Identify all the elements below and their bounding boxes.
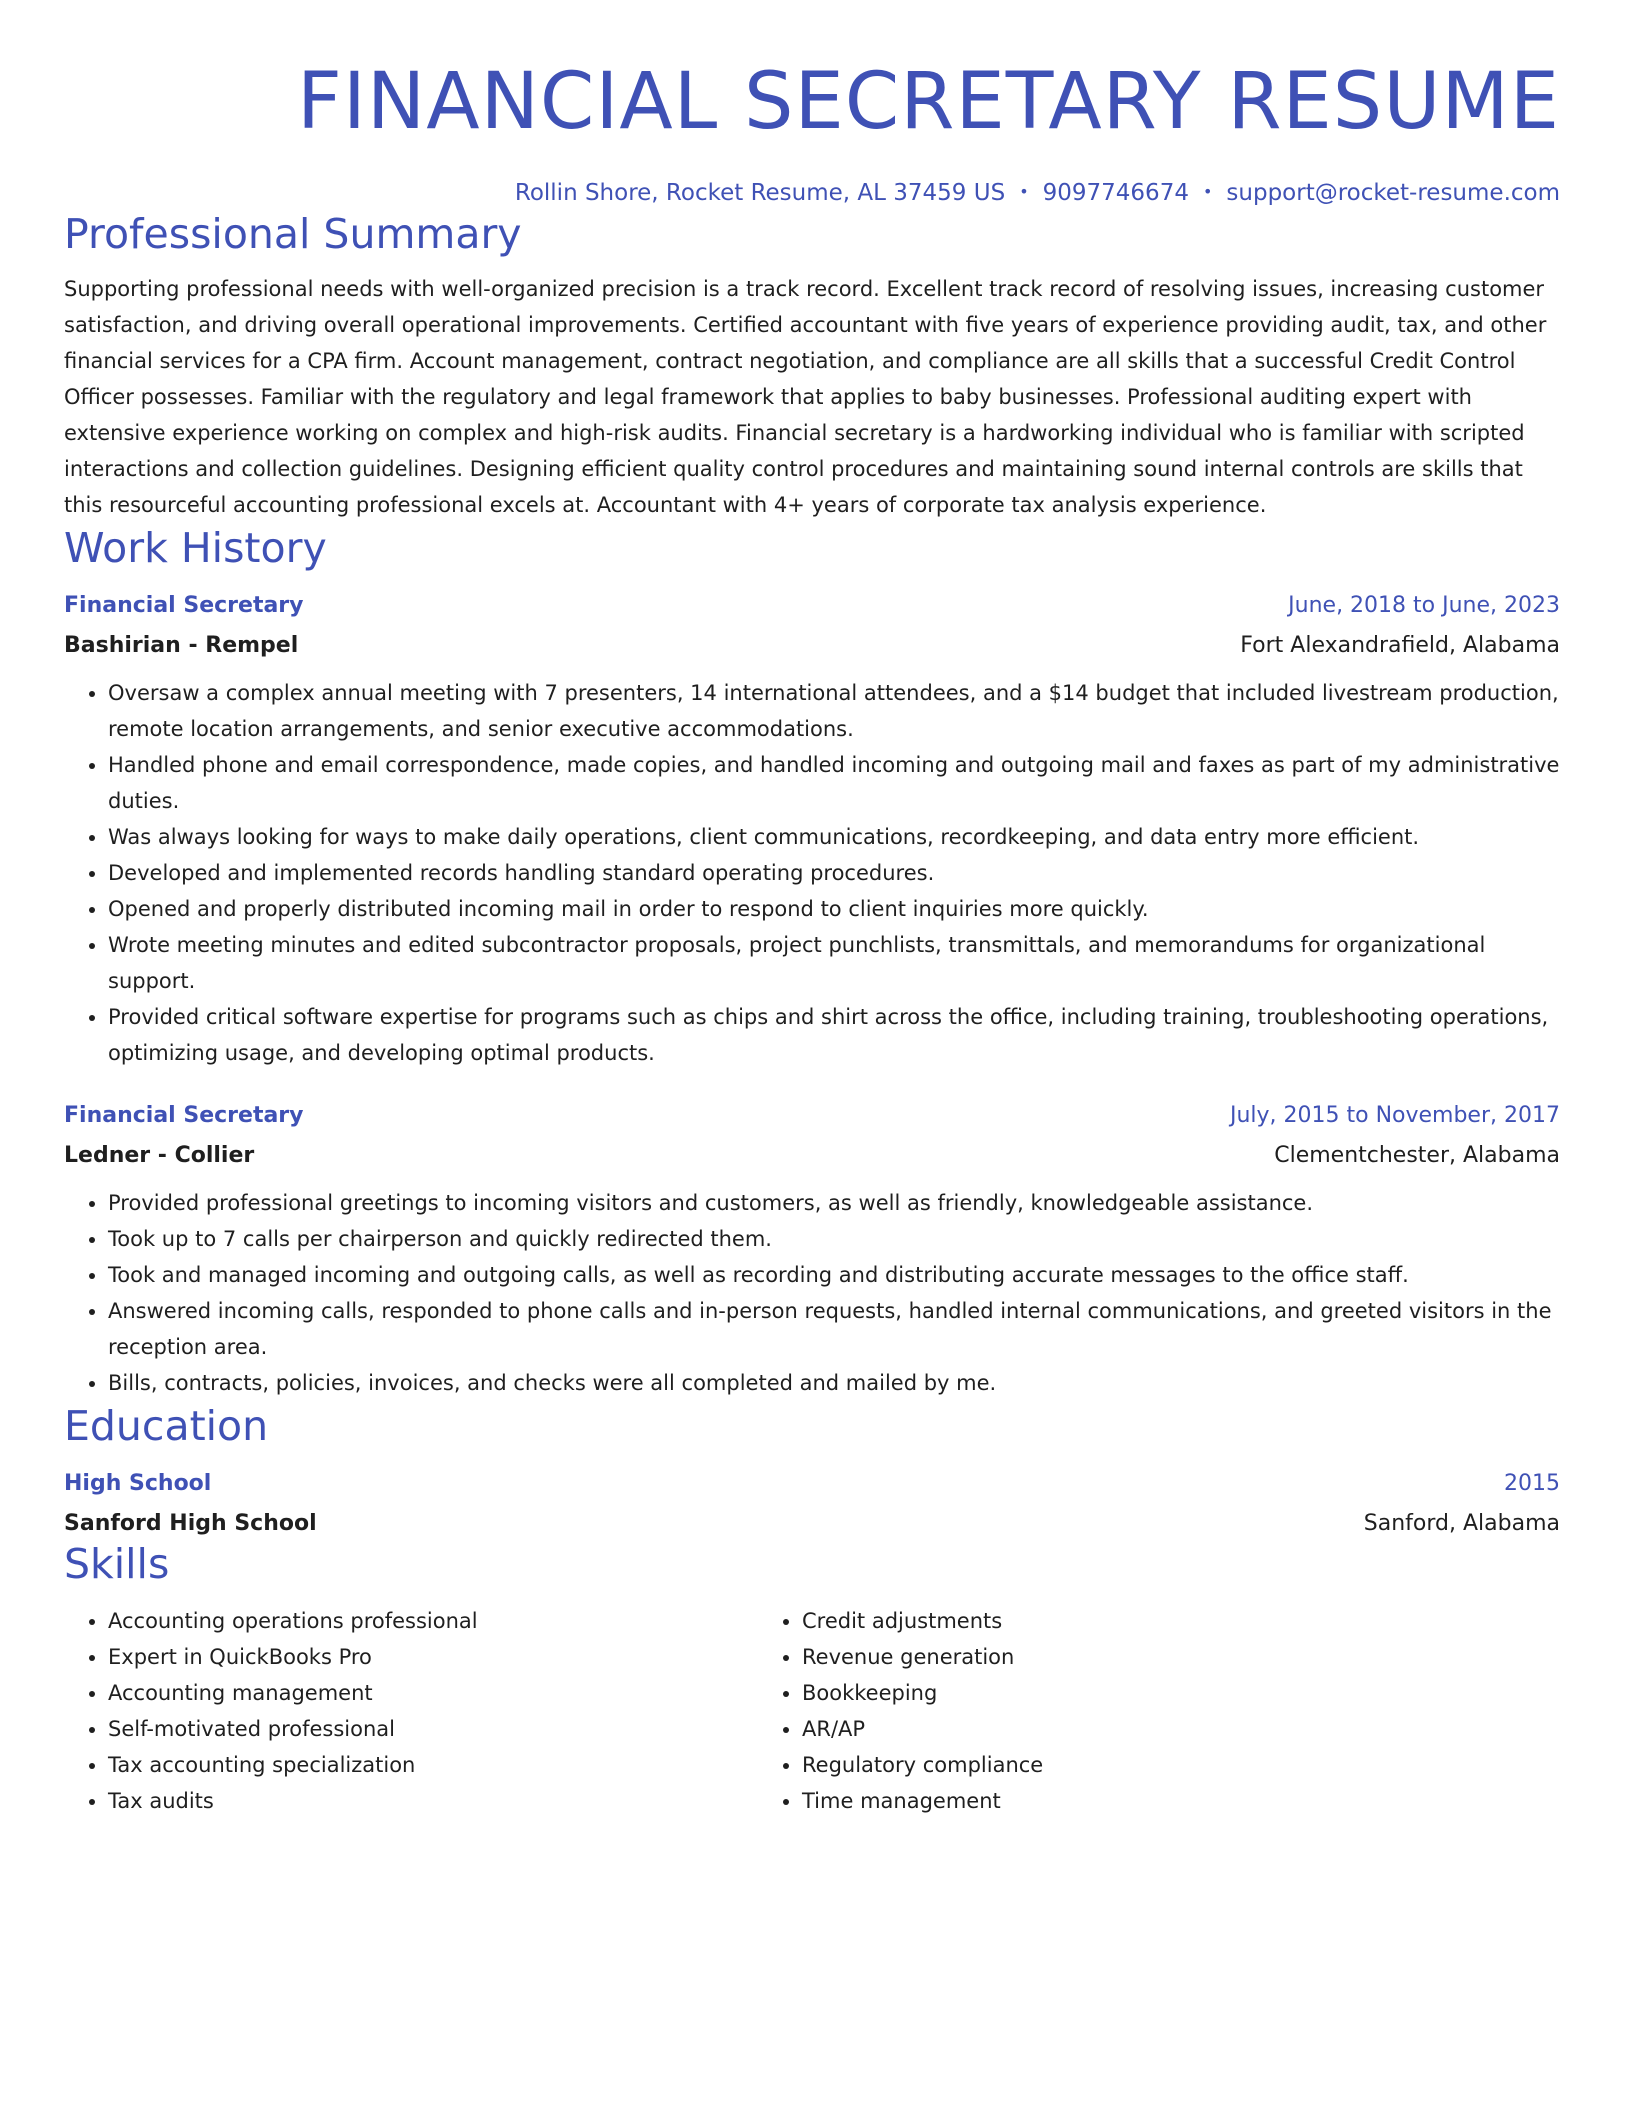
skill-item: • Revenue generation: [802, 1639, 1518, 1675]
job-company: Ledner - Collier: [64, 1142, 255, 1168]
skills-grid: [64, 1603, 1560, 1819]
contact-line: [64, 178, 1560, 209]
education-heading: Education: [64, 1401, 269, 1450]
job-duty: • Provided professional greetings to incoming visitors and customers, as well as friendly, knowledgeable assistance.: [108, 1185, 1560, 1221]
contact-separator: •: [1019, 181, 1029, 201]
job-dates: July, 2015 to November, 2017: [1229, 1102, 1560, 1128]
contact-email: support@rocket-resume.com: [1226, 180, 1560, 206]
education-school: Sanford High School: [64, 1510, 317, 1536]
job-entry: [64, 1101, 1560, 1401]
skill-item: • Time management: [802, 1783, 1518, 1819]
education-degree: High School: [64, 1470, 212, 1496]
education-entry: [64, 1469, 1560, 1539]
education-location: Sanford, Alabama: [1363, 1510, 1560, 1536]
skill-item: • Credit adjustments: [802, 1603, 1518, 1639]
job-duty: • Developed and implemented records handling standard operating procedures.: [108, 855, 1560, 891]
contact-separator: •: [1202, 181, 1213, 201]
job-location: Clementchester, Alabama: [1274, 1142, 1560, 1168]
job-company: Bashirian - Rempel: [64, 632, 299, 658]
job-duties-list: [64, 1185, 1560, 1401]
resume-title: FINANCIAL SECRETARY RESUME: [297, 57, 1560, 147]
education-year: 2015: [1504, 1470, 1560, 1496]
job-title: Financial Secretary: [64, 592, 304, 618]
job-entry: [64, 591, 1560, 1071]
job-title-row: [64, 1101, 1560, 1131]
skill-item: • Accounting management: [108, 1675, 758, 1711]
contact-phone: 9097746674: [1042, 180, 1189, 206]
job-duty: • Was always looking for ways to make daily operations, client communications, recordkeeping, and data entry more efficient.: [108, 819, 1560, 855]
summary-text: Supporting professional needs with well-organized precision is a track record. Excellent track record of resolving issues, increasing customer satisfaction, and driving overall operational improvements. Certified accountant with five years of experience providing audit, tax, and other financial services for a CPA firm. Account management, contract negotiation, and compliance are all skills that a successful Credit Control Officer possesses. Familiar with the regulatory and legal framework that applies to baby businesses. Professional auditing expert with extensive experience working on complex and high-risk audits. Financial secretary is a hardworking individual who is familiar with scripted interactions and collection guidelines. Designing efficient quality control procedures and maintaining sound internal controls are skills that this resourceful accounting professional excels at. Accountant with 4+ years of corporate tax analysis experience.: [64, 276, 1547, 517]
job-dates: June, 2018 to June, 2023: [1288, 592, 1560, 618]
job-duty: • Wrote meeting minutes and edited subcontractor proposals, project punchlists, transmittals, and memorandums for organizational support.: [108, 927, 1560, 999]
job-duty: • Handled phone and email correspondence, made copies, and handled incoming and outgoing mail and faxes as part of my administrative duties.: [108, 747, 1560, 819]
skill-item: • AR/AP: [802, 1711, 1518, 1747]
job-company-row: [64, 631, 1560, 661]
skill-item: • Bookkeeping: [802, 1675, 1518, 1711]
skill-item: • Self-motivated professional: [108, 1711, 758, 1747]
skill-item: • Expert in QuickBooks Pro: [108, 1639, 758, 1675]
job-duty: • Oversaw a complex annual meeting with 7 presenters, 14 international attendees, and a $14 budget that included livestream production, remote location arrangements, and senior executive accommodations.: [108, 675, 1560, 747]
job-location: Fort Alexandrafield, Alabama: [1240, 632, 1560, 658]
skills-list-left: [64, 1603, 758, 1819]
skill-item: • Regulatory compliance: [802, 1747, 1518, 1783]
job-title: Financial Secretary: [64, 1102, 304, 1128]
resume-page: [64, 52, 1560, 1819]
job-duty: • Provided critical software expertise for programs such as chips and shirt across the office, including training, troubleshooting operations, optimizing usage, and developing optimal products.: [108, 999, 1560, 1071]
skills-heading: Skills: [64, 1539, 170, 1588]
summary-heading: Professional Summary: [64, 209, 522, 258]
job-duties-list: [64, 675, 1560, 1071]
job-duty: • Answered incoming calls, responded to phone calls and in-person requests, handled internal communications, and greeted visitors in the reception area.: [108, 1293, 1560, 1365]
job-duty: • Bills, contracts, policies, invoices, and checks were all completed and mailed by me.: [108, 1365, 1560, 1401]
skill-item: • Tax accounting specialization: [108, 1747, 758, 1783]
skill-item: • Accounting operations professional: [108, 1603, 758, 1639]
job-title-row: [64, 591, 1560, 621]
skill-item: • Tax audits: [108, 1783, 758, 1819]
job-duty: • Opened and properly distributed incoming mail in order to respond to client inquiries more quickly.: [108, 891, 1560, 927]
job-company-row: [64, 1141, 1560, 1171]
job-duty: • Took and managed incoming and outgoing calls, as well as recording and distributing accurate messages to the office staff.: [108, 1257, 1560, 1293]
contact-address: Rollin Shore, Rocket Resume, AL 37459 US: [514, 180, 1006, 206]
work-history-heading: Work History: [64, 523, 327, 572]
skills-list-right: [758, 1603, 1518, 1819]
education-degree-row: [64, 1469, 1560, 1499]
education-school-row: [64, 1509, 1560, 1539]
job-duty: • Took up to 7 calls per chairperson and quickly redirected them.: [108, 1221, 1560, 1257]
